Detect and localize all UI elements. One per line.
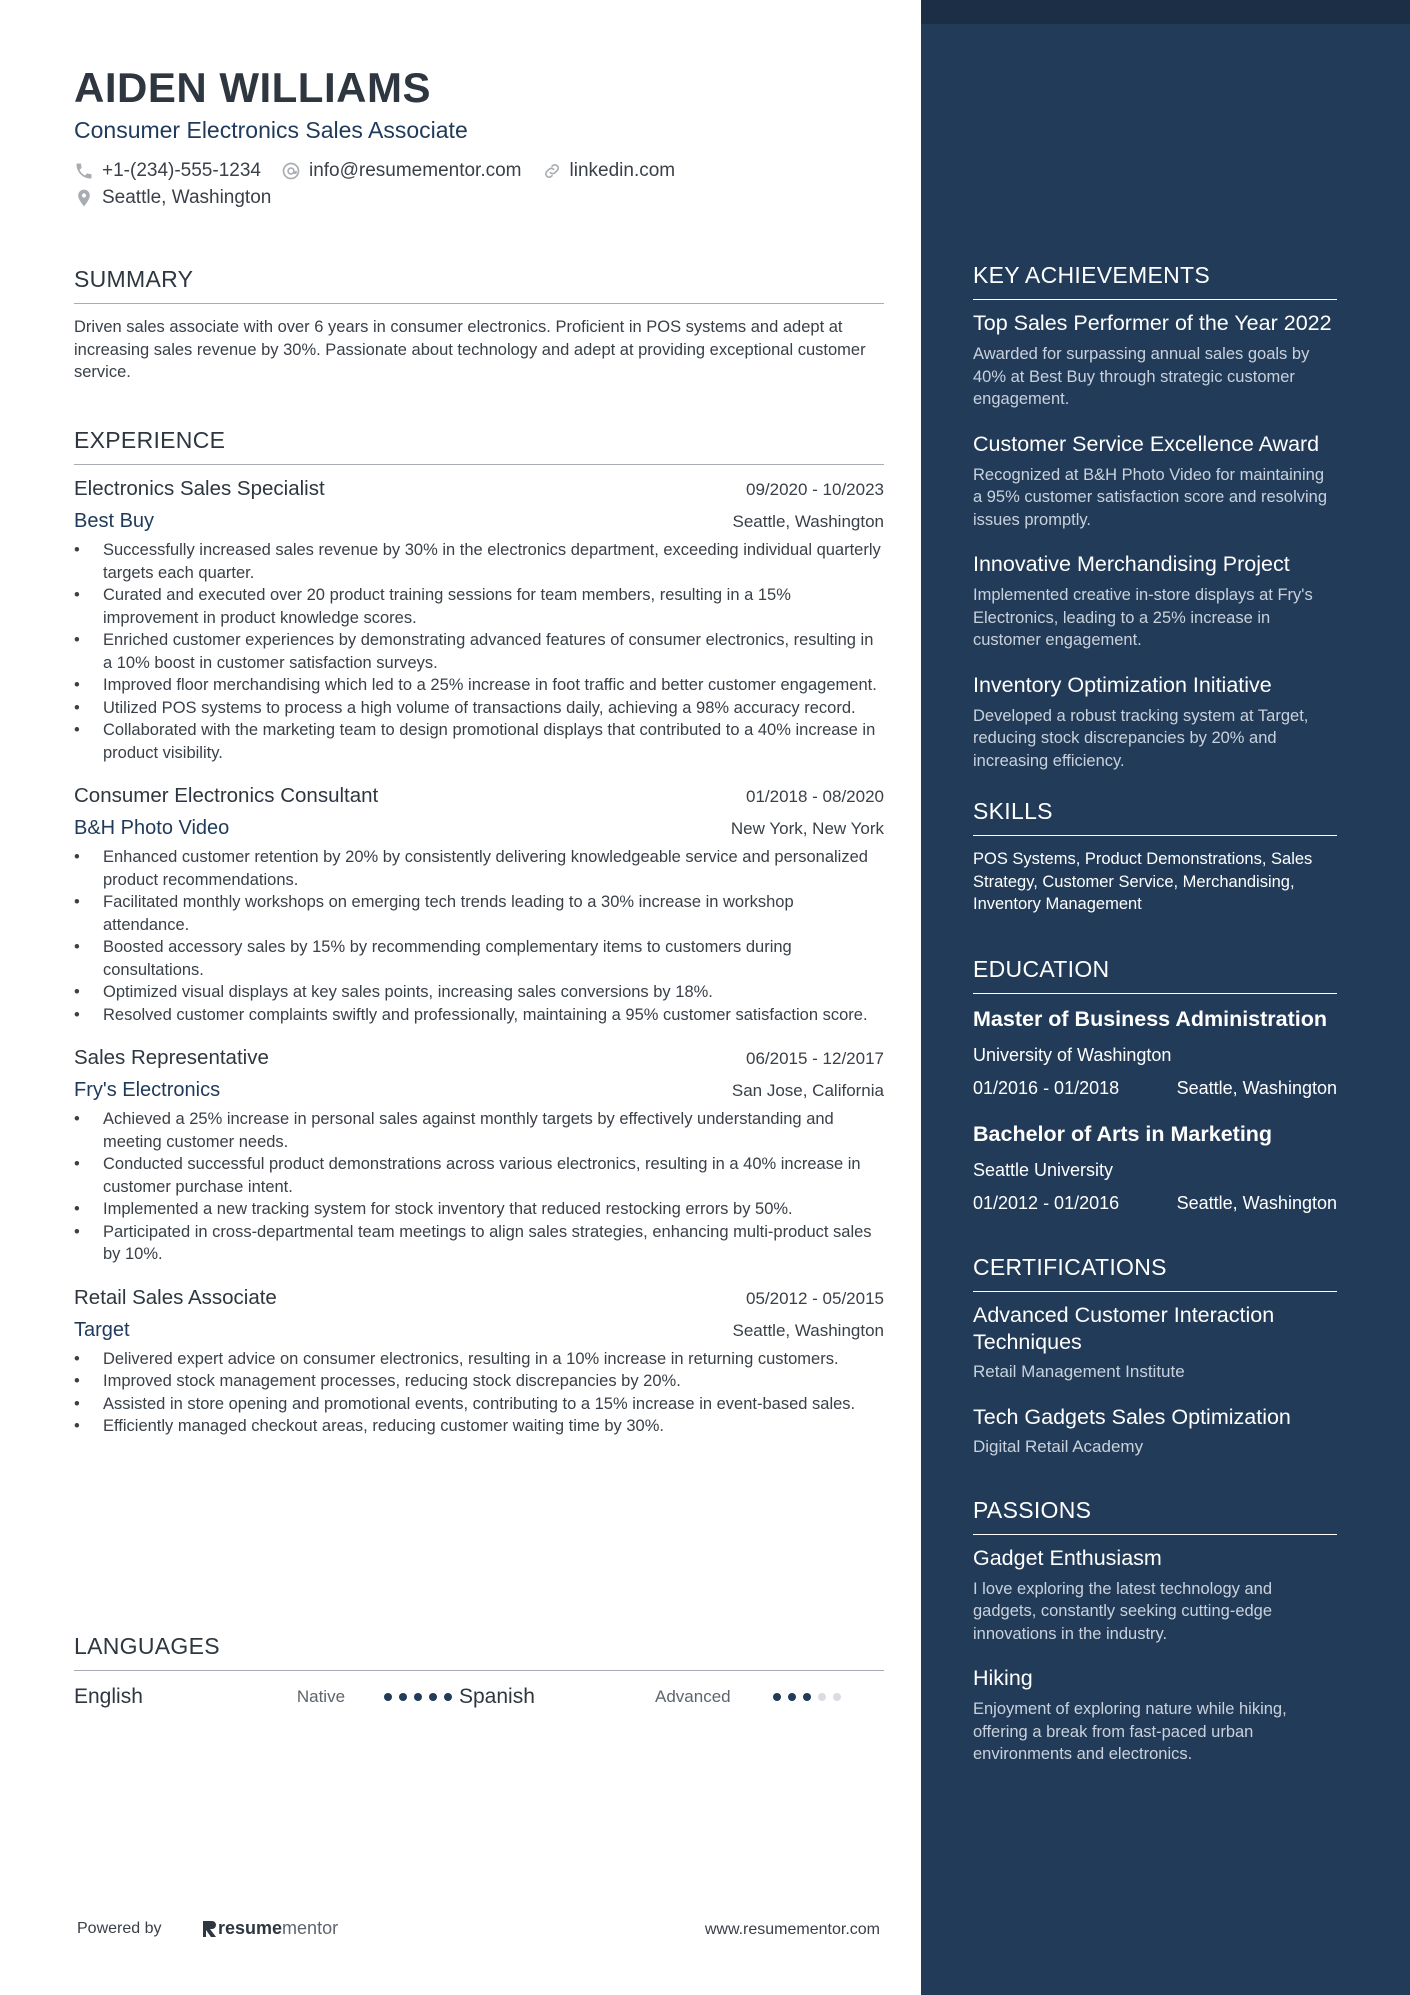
rating-dot-empty [833,1693,841,1701]
skills-text: POS Systems, Product Demonstrations, Sales Strategy, Customer Service, Merchandising, Inventory Management [973,850,1313,913]
job-location: Seattle, Washington [732,512,884,531]
website-link[interactable]: www.resumementor.com [704,1921,880,1938]
language-level: Advanced [655,1687,731,1706]
education-school: University of Washington [973,1044,1172,1065]
bullet-item: • Curated and executed over 20 product training sessions for team members, resulting in a 15% improvement in product knowledge scores. [74,584,884,629]
education-item [973,1006,1337,1099]
bullet-item: • Utilized POS systems to process a high volume of transactions daily, achieving a 98% accuracy record. [74,697,884,720]
at-icon [281,161,301,181]
location-row [74,187,291,209]
languages-heading: LANGUAGES [74,1633,884,1671]
achievement-title: Top Sales Performer of the Year 2022 [973,311,1332,335]
rating-dot-filled [429,1693,437,1701]
bullet-item: • Boosted accessory sales by 15% by recommending complementary items to customers during consultations. [74,936,884,981]
achievement-title: Customer Service Excellence Award [973,431,1320,456]
job-location: San Jose, California [731,1081,884,1100]
bullet-item: • Assisted in store opening and promotional events, contributing to a 15% increase in event-based sales. [74,1393,884,1416]
brand-logo[interactable] [200,1918,338,1939]
job-role: Retail Sales Associate [74,1285,277,1309]
summary-heading: SUMMARY [74,266,884,304]
job-role: Sales Representative [74,1046,269,1069]
bullet-item: • Achieved a 25% increase in personal sales against monthly targets by effectively understanding and meeting customer needs. [74,1108,884,1153]
job-title: Consumer Electronics Sales Associate [74,117,468,143]
certifications-heading: CERTIFICATIONS [973,1254,1337,1292]
certification-list [973,1302,1337,1457]
job-header [74,477,884,501]
job-bullets [74,846,884,1026]
education-item [973,1121,1337,1214]
language-list [74,1683,884,1711]
job-dates: 01/2018 - 08/2020 [745,787,884,806]
bullet-item: • Successfully increased sales revenue by 30% in the electronics department, exceeding individual quarterly targets each quarter. [74,539,884,584]
skills-section [973,798,1337,916]
education-list [973,1006,1337,1214]
powered-by-text: Powered by [77,1920,162,1937]
brand-name-bold: resume [218,1918,283,1938]
job-company: Fry's Electronics [74,1079,221,1101]
summary-text: Driven sales associate with over 6 years in consumer electronics. Proficient in POS systems and adept at increasing sales revenue by 30%. Passionate about technology and adept at providing exceptional customer service. [74,318,866,381]
education-location: Seattle, Washington [1176,1077,1337,1098]
rating-dot-filled [384,1693,392,1701]
certification-title: Tech Gadgets Sales Optimization [973,1404,1291,1429]
contact-linkedin[interactable] [542,160,676,182]
job-header [74,1286,884,1310]
job-header [74,1046,884,1070]
passion-description: I love exploring the latest technology and gadgets, constantly seeking cutting-edge innovations in the industry. [973,1579,1273,1643]
achievement-list [973,310,1337,772]
certification-title: Advanced Customer Interaction Techniques [973,1302,1275,1354]
achievement-item [973,551,1337,652]
achievement-description: Awarded for surpassing annual sales goals by 40% at Best Buy through strategic customer engagement. [973,345,1310,408]
language-rating [384,1693,459,1701]
passions-section [973,1497,1337,1766]
job-bullets [74,1348,884,1438]
main-column [74,0,884,1995]
education-degree: Master of Business Administration [973,1006,1328,1031]
bullet-item: • Improved floor merchandising which led to a 25% increase in foot traffic and better customer engagement. [74,674,884,697]
education-section [973,956,1337,1214]
job-dates: 06/2015 - 12/2017 [745,1049,884,1068]
brand-logo-icon [200,1919,218,1939]
education-degree: Bachelor of Arts in Marketing [973,1121,1273,1146]
job-subheader [74,510,884,533]
certifications-section [973,1254,1337,1457]
contact-row [74,160,695,182]
location-text: Seattle, Washington [102,187,272,208]
bullet-item: • Facilitated monthly workshops on emerging tech trends leading to a 30% increase in workshop attendance. [74,891,884,936]
certification-item [973,1404,1337,1457]
sidebar-top-bar [921,0,1410,24]
language-rating [773,1693,848,1701]
bullet-item: • Resolved customer complaints swiftly and professionally, maintaining a 95% customer satisfaction score. [74,1004,884,1027]
education-school: Seattle University [973,1159,1114,1180]
job-header [74,784,884,808]
achievement-description: Developed a robust tracking system at Target, reducing stock discrepancies by 20% and increasing efficiency. [973,706,1309,770]
rating-dot-filled [414,1693,422,1701]
linkedin-text[interactable]: linkedin.com [569,160,676,181]
achievement-item [973,431,1337,532]
achievement-title: Innovative Merchandising Project [973,552,1290,576]
rating-dot-empty [818,1693,826,1701]
bullet-item: • Participated in cross-departmental team meetings to align sales strategies, enhancing multi-product sales by 10%. [74,1221,884,1266]
certification-item [973,1302,1337,1382]
achievement-item [973,672,1337,773]
job-bullets [74,1108,884,1266]
job-company: B&H Photo Video [74,817,230,839]
achievement-description: Implemented creative in-store displays at Fry's Electronics, leading to a 25% increase in customer engagement. [973,586,1313,649]
achievement-description: Recognized at B&H Photo Video for maintaining a 95% customer satisfaction score and resolving issues promptly. [973,465,1328,529]
candidate-name: AIDEN WILLIAMS [74,64,431,111]
passions-heading: PASSIONS [973,1497,1337,1535]
bullet-item: • Collaborated with the marketing team to design promotional displays that contributed to a 40% increase in product visibility. [74,719,884,764]
education-meta [973,1193,1337,1214]
phone-icon [74,161,94,181]
job-company: Target [74,1318,130,1341]
job-entry [74,1046,884,1266]
passion-list [973,1545,1337,1766]
language-name: Spanish [459,1685,535,1708]
passion-title: Gadget Enthusiasm [973,1545,1162,1570]
link-icon [542,161,562,181]
passion-description: Enjoyment of exploring nature while hiking, offering a break from fast-paced urban environments and electronics. [973,1700,1287,1763]
contact-phone [74,160,261,182]
job-entry [74,1286,884,1438]
rating-dot-filled [803,1693,811,1701]
phone-text: +1-(234)-555-1234 [102,160,261,181]
job-list [74,477,884,1438]
bullet-item: • Conducted successful product demonstrations across various electronics, resulting in a 40% increase in customer purchase intent. [74,1153,884,1198]
rating-dot-filled [444,1693,452,1701]
job-location: New York, New York [730,819,884,838]
contact-email[interactable] [281,160,522,182]
job-role: Consumer Electronics Consultant [74,784,379,807]
job-dates: 05/2012 - 05/2015 [745,1288,884,1308]
achievement-item [973,310,1337,411]
job-role: Electronics Sales Specialist [74,477,325,500]
certification-org: Digital Retail Academy [973,1436,1144,1456]
language-item [459,1685,884,1709]
education-dates: 01/2012 - 01/2016 [973,1192,1120,1213]
job-location: Seattle, Washington [732,1320,884,1340]
experience-section [74,427,884,1438]
bullet-item: • Delivered expert advice on consumer electronics, resulting in a 10% increase in returning customers. [74,1348,884,1371]
passion-item [973,1665,1337,1766]
rating-dot-filled [399,1693,407,1701]
bullet-item: • Optimized visual displays at key sales points, increasing sales conversions by 18%. [74,981,884,1004]
passion-title: Hiking [973,1666,1033,1690]
rating-dot-filled [773,1693,781,1701]
job-subheader [74,817,884,840]
bullet-item: • Improved stock management processes, reducing stock discrepancies by 20%. [74,1370,884,1393]
education-meta [973,1078,1337,1099]
language-level: Native [296,1687,346,1706]
bullet-item: • Enhanced customer retention by 20% by consistently delivering knowledgeable service and personalized product recommendations. [74,846,884,891]
job-bullets [74,539,884,764]
language-item [74,1685,459,1709]
sidebar-content [973,262,1337,1766]
languages-section [74,1633,884,1711]
contact-location [74,187,271,209]
job-dates: 09/2020 - 10/2023 [745,480,884,499]
rating-dot-filled [788,1693,796,1701]
achievements-heading: KEY ACHIEVEMENTS [973,262,1337,300]
bullet-item: • Implemented a new tracking system for stock inventory that reduced restocking errors by 50%. [74,1198,884,1221]
job-subheader [74,1319,884,1342]
location-pin-icon [74,188,94,208]
job-subheader [74,1079,884,1102]
education-heading: EDUCATION [973,956,1337,994]
summary-section [74,266,884,384]
language-name: English [74,1685,143,1708]
job-company: Best Buy [74,510,155,532]
passion-item [973,1545,1337,1646]
achievements-section [973,262,1337,772]
email-text[interactable]: info@resumementor.com [308,160,522,181]
achievement-title: Inventory Optimization Initiative [973,672,1272,697]
sidebar [921,0,1410,1995]
skills-heading: SKILLS [973,798,1337,836]
certification-org: Retail Management Institute [973,1361,1185,1381]
education-dates: 01/2016 - 01/2018 [973,1077,1120,1098]
brand-name-light: mentor [282,1918,339,1938]
bullet-item: • Efficiently managed checkout areas, reducing customer waiting time by 30%. [74,1415,884,1438]
education-location: Seattle, Washington [1176,1192,1337,1213]
job-entry [74,784,884,1026]
job-entry [74,477,884,764]
bullet-item: • Enriched customer experiences by demonstrating advanced features of consumer electronics, resulting in a 10% boost in customer satisfaction surveys. [74,629,884,674]
experience-heading: EXPERIENCE [74,427,884,465]
